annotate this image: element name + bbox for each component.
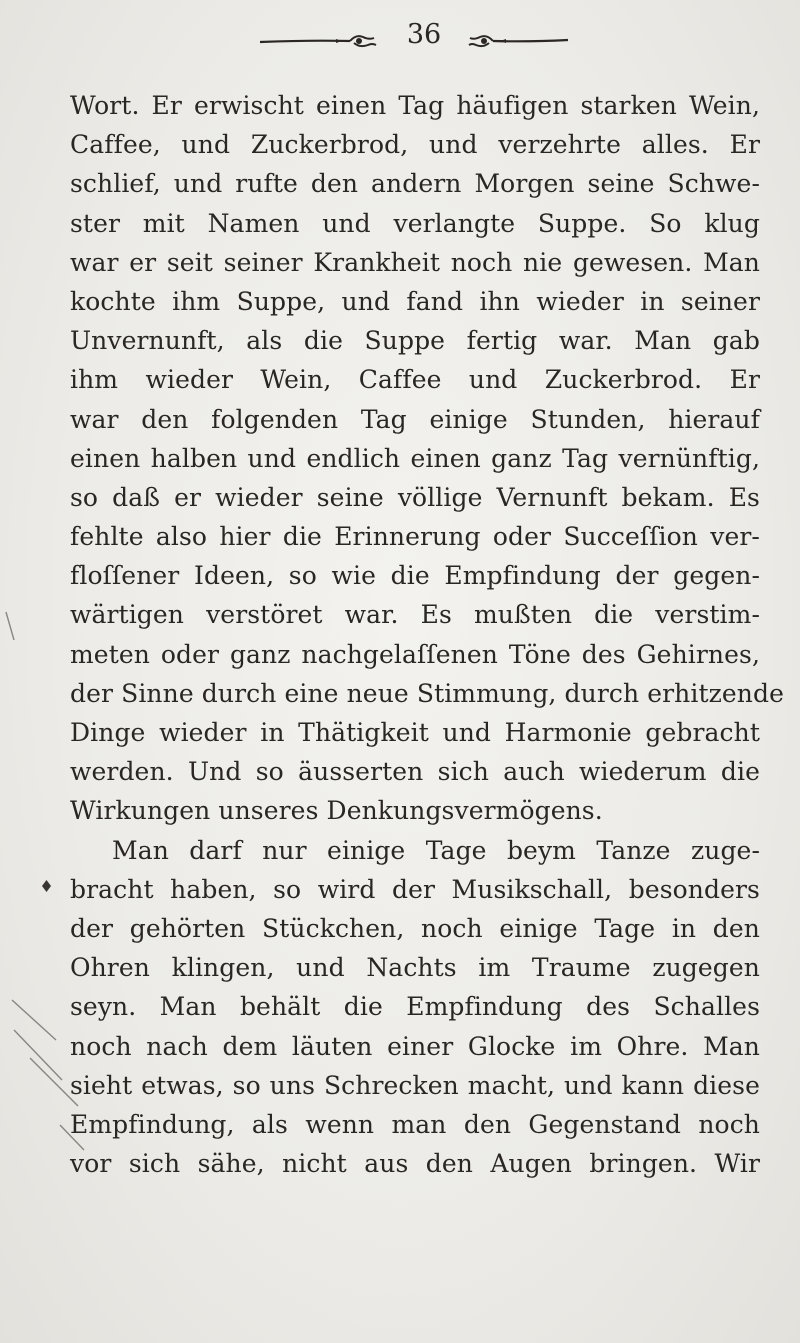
text-line: ihm wieder Wein, Caffee und Zuckerbrod. Er	[70, 365, 760, 395]
text-line: bracht haben, so wird der Musikschall, besonders	[70, 874, 760, 904]
text-line: der gehörten Stückchen, noch einige Tage in den	[70, 913, 760, 943]
text-line: der Sinne durch eine neue Stimmung, durch erhitzende	[70, 678, 784, 708]
text-line: einen halben und endlich einen ganz Tag vernünftig,	[70, 443, 760, 473]
text-line: Ohren klingen, und Nachts im Traume zugegen	[70, 953, 760, 983]
text-line: fehlte also hier die Erinnerung oder Succeſſion ver-	[70, 522, 760, 552]
text-line: sieht etwas, so uns Schrecken macht, und kann diese	[70, 1070, 760, 1100]
text-line: ster mit Namen und verlangte Suppe. So klug	[70, 208, 760, 238]
text-line: wärtigen verstöret war. Es mußten die verstim-	[70, 600, 760, 630]
text-line: meten oder ganz nachgelaſſenen Töne des Gehirnes,	[70, 639, 760, 669]
text-line: seyn. Man behält die Empfindung des Schalles	[70, 992, 760, 1022]
text-line: Wort. Er erwischt einen Tag häufigen starken Wein,	[70, 91, 760, 120]
text-line: kochte ihm Suppe, und fand ihn wieder in seiner	[70, 286, 760, 316]
text-line: Wirkungen unseres Denkungsvermögens.	[70, 796, 603, 826]
text-line: war er seit seiner Krankheit noch nie gewesen. Man	[70, 247, 760, 277]
text-line: so daß er wieder seine völlige Vernunft bekam. Es	[70, 482, 760, 512]
page-number: 36	[406, 19, 442, 50]
text-line: Caffee, und Zuckerbrod, und verzehrte alles. Er	[70, 130, 760, 160]
text-line: Dinge wieder in Thätigkeit und Harmonie gebracht	[70, 718, 760, 747]
text-line: vor sich sähe, nicht aus den Augen bringen. Wir	[70, 1149, 760, 1179]
text-line: war den folgenden Tag einige Stunden, hierauf	[70, 404, 760, 434]
text-line: Unvernunft, als die Suppe fertig war. Man gab	[70, 326, 760, 356]
text-line: werden. Und so äusserten sich auch wiederum die	[70, 757, 760, 787]
margin-dot-icon	[42, 880, 51, 892]
text-line: schlief, und rufte den andern Morgen seine Schwe-	[70, 169, 760, 199]
text-line: floſſener Ideen, so wie die Empfindung der gegen-	[70, 561, 760, 591]
body-text	[70, 86, 784, 1183]
text-line: Empfindung, als wenn man den Gegenstand noch	[70, 1109, 760, 1139]
paragraph-start-line: Man darf nur einige Tage beym Tanze zuge-	[112, 835, 760, 865]
text-line: noch nach dem läuten einer Glocke im Ohre. Man	[70, 1031, 760, 1061]
